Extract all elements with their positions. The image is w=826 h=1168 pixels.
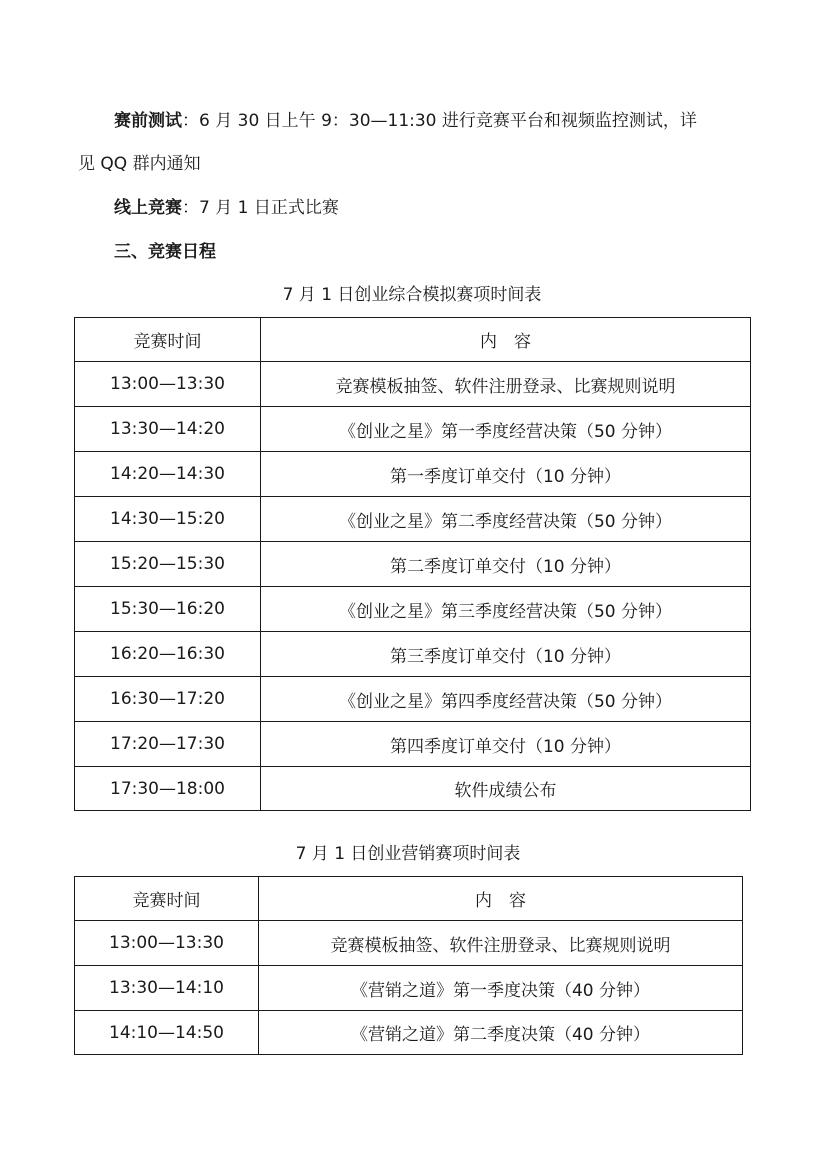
pretest-line-2: 见 QQ 群内通知 (78, 154, 201, 174)
table-row (75, 921, 743, 966)
table-row (75, 767, 751, 811)
content-cell: 竞赛模板抽签、软件注册登录、比赛规则说明 (261, 362, 751, 407)
content-cell: 第三季度订单交付（10 分钟） (261, 632, 751, 677)
content-cell: 软件成绩公布 (261, 767, 751, 811)
time-cell: 14:30—15:20 (75, 497, 261, 542)
header-time: 竞赛时间 (75, 318, 261, 362)
table-row (75, 1011, 743, 1055)
table-row (75, 722, 751, 767)
header-time: 竞赛时间 (75, 877, 259, 921)
pretest-text: ：6 月 30 日上午 9：30—11:30 进行竞赛平台和视频监控测试，详 (182, 111, 697, 131)
content-cell: 竞赛模板抽签、软件注册登录、比赛规则说明 (259, 921, 743, 966)
schedule-table-2 (74, 876, 743, 1055)
table-row (75, 497, 751, 542)
content-cell: 第二季度订单交付（10 分钟） (261, 542, 751, 587)
content-cell: 《营销之道》第一季度决策（40 分钟） (259, 966, 743, 1011)
online-label: 线上竞赛 (114, 198, 182, 218)
time-cell: 13:30—14:20 (75, 407, 261, 452)
table-header-row (75, 318, 751, 362)
time-cell: 17:30—18:00 (75, 767, 261, 811)
time-cell: 13:30—14:10 (75, 966, 259, 1011)
time-cell: 14:10—14:50 (75, 1011, 259, 1055)
pretest-line (114, 110, 697, 132)
section-heading: 三、竞赛日程 (114, 242, 216, 262)
content-cell: 《创业之星》第四季度经营决策（50 分钟） (261, 677, 751, 722)
time-cell: 16:30—17:20 (75, 677, 261, 722)
time-cell: 13:00—13:30 (75, 362, 261, 407)
table-row (75, 587, 751, 632)
table-row (75, 452, 751, 497)
time-cell: 13:00—13:30 (75, 921, 259, 966)
table-row (75, 542, 751, 587)
online-text: ：7 月 1 日正式比赛 (182, 198, 339, 218)
time-cell: 17:20—17:30 (75, 722, 261, 767)
content-cell: 《创业之星》第一季度经营决策（50 分钟） (261, 407, 751, 452)
table-row (75, 677, 751, 722)
content-cell: 《创业之星》第三季度经营决策（50 分钟） (261, 587, 751, 632)
table1-caption: 7 月 1 日创业综合模拟赛项时间表 (282, 285, 542, 305)
schedule-table-1 (74, 317, 751, 811)
time-cell: 16:20—16:30 (75, 632, 261, 677)
header-content: 内 容 (259, 877, 743, 921)
content-cell: 《营销之道》第二季度决策（40 分钟） (259, 1011, 743, 1055)
online-line (114, 197, 339, 219)
content-cell: 《创业之星》第二季度经营决策（50 分钟） (261, 497, 751, 542)
table-header-row (75, 877, 743, 921)
table-row (75, 362, 751, 407)
header-content: 内 容 (261, 318, 751, 362)
content-cell: 第一季度订单交付（10 分钟） (261, 452, 751, 497)
time-cell: 15:30—16:20 (75, 587, 261, 632)
time-cell: 14:20—14:30 (75, 452, 261, 497)
table2-caption: 7 月 1 日创业营销赛项时间表 (295, 844, 521, 864)
table-row (75, 632, 751, 677)
time-cell: 15:20—15:30 (75, 542, 261, 587)
table-row (75, 407, 751, 452)
pretest-label: 赛前测试 (114, 111, 182, 131)
table-row (75, 966, 743, 1011)
content-cell: 第四季度订单交付（10 分钟） (261, 722, 751, 767)
